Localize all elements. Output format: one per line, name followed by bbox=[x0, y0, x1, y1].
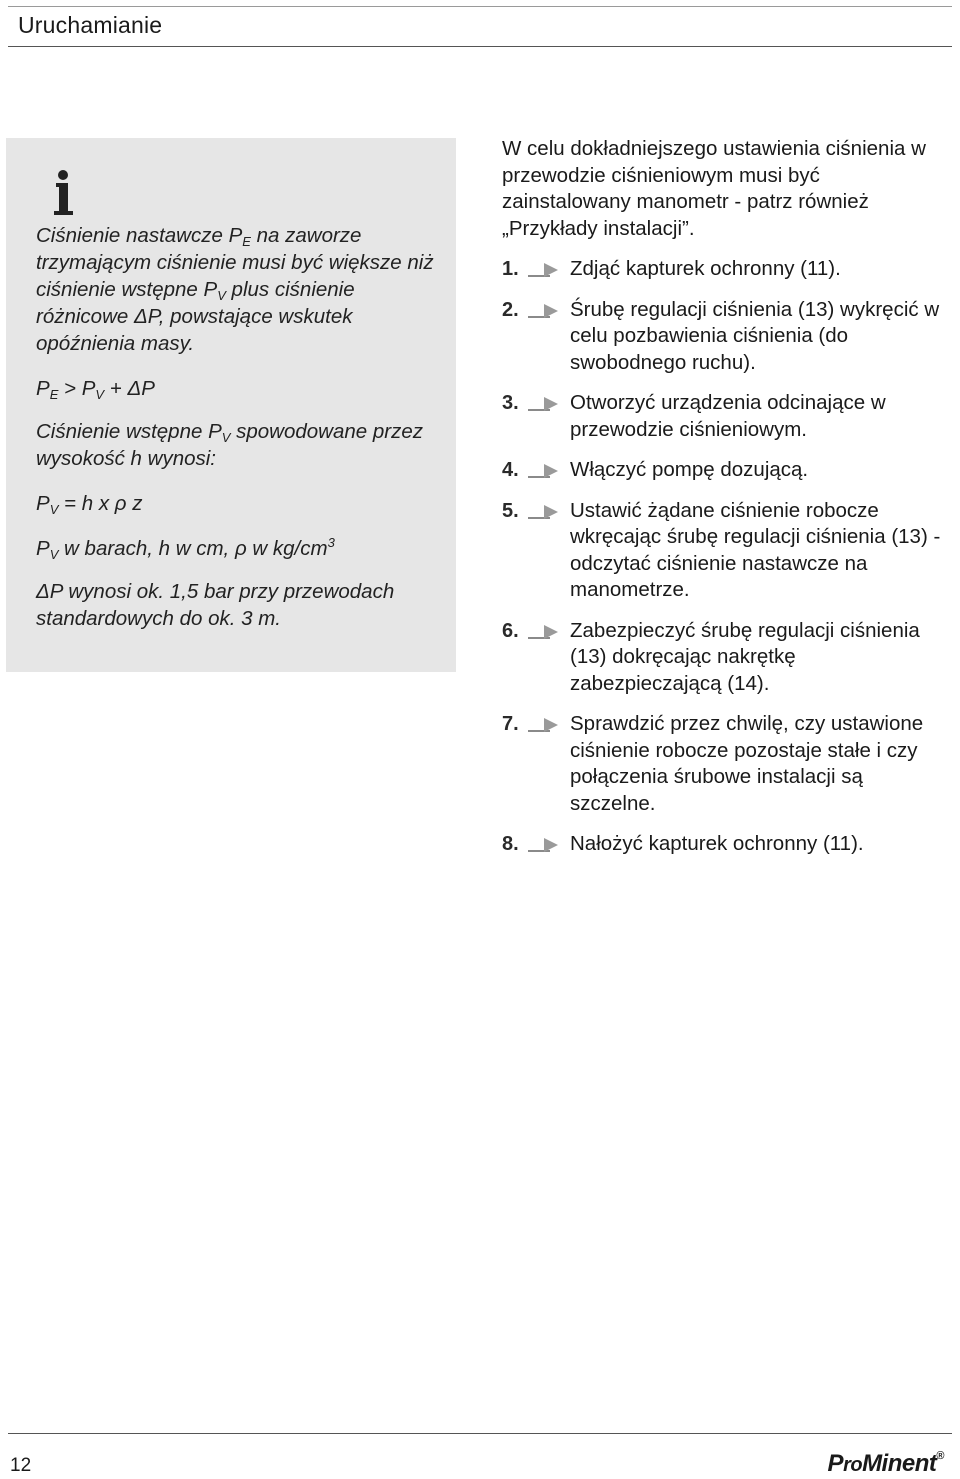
page-number: 12 bbox=[10, 1455, 32, 1476]
info-box bbox=[6, 138, 456, 672]
step-number: 4. bbox=[502, 459, 519, 481]
delta-note: ΔP wynosi ok. 1,5 bar przy przewodach standardowych do ok. 3 m. bbox=[36, 580, 395, 630]
step-text: Śrubę regulacji ciśnienia (13) wykręcić w celu pozbawienia ciśnienia (do swobodnego ruchu). bbox=[570, 297, 940, 374]
units-note: $P_V$ w barach, h w cm, ρ w $kg/cm^3$ bbox=[36, 535, 335, 562]
arrow-right-icon bbox=[528, 717, 558, 733]
step-text: Otworzyć urządzenia odcinające w przewodzie ciśnieniowym. bbox=[570, 391, 886, 441]
step-item bbox=[502, 256, 952, 283]
step-text: Sprawdzić przez chwilę, czy ustawione ciśnienie robocze pozostaje stałe i czy połączenia śrubowe instalacji są szczelne. bbox=[570, 712, 924, 815]
step-number: 2. bbox=[502, 298, 519, 321]
info-text bbox=[36, 222, 446, 632]
step-item bbox=[502, 390, 952, 443]
header-divider bbox=[8, 46, 952, 47]
step-item bbox=[502, 457, 952, 484]
steps-list bbox=[502, 256, 952, 858]
arrow-right-icon bbox=[528, 262, 558, 278]
arrow-right-icon bbox=[528, 303, 558, 319]
step-text: Włączyć pompę dozującą. bbox=[570, 458, 809, 481]
step-number: 5. bbox=[502, 499, 519, 522]
step-number: 7. bbox=[502, 713, 519, 735]
step-text: Ustawić żądane ciśnienie robocze wkręcając śrubę regulacji ciśnienia (13) - odczytać ciśnienie nastawcze na manometrze. bbox=[570, 498, 941, 601]
arrow-right-icon bbox=[528, 396, 558, 412]
step-item bbox=[502, 297, 952, 377]
step-number: 6. bbox=[502, 619, 519, 642]
top-rule bbox=[8, 6, 952, 7]
page-title: Uruchamianie bbox=[18, 12, 163, 38]
step-item bbox=[502, 711, 952, 817]
step-number: 8. bbox=[502, 833, 519, 855]
arrow-right-icon bbox=[528, 624, 558, 640]
brand-logo: ProMinent® bbox=[827, 1450, 944, 1477]
step-number: 3. bbox=[502, 392, 519, 414]
step-item bbox=[502, 618, 952, 698]
info-paragraph: Ciśnienie nastawcze $P_E$ na zaworze trzymającym ciśnienie musi być większe niż ciśnienie wstępne $P_V$ plus ciśnienie różnicowe ΔP, powstające wskutek opóźnienia masy. bbox=[36, 224, 434, 355]
step-text: Zabezpieczyć śrubę regulacji ciśnienia (13) dokręcając nakrętkę zabezpieczającą (14). bbox=[570, 618, 920, 695]
step-text: Nałożyć kapturek ochronny (11). bbox=[570, 832, 864, 855]
step-number: 1. bbox=[502, 258, 519, 280]
step-item bbox=[502, 498, 952, 604]
footer-divider bbox=[8, 1433, 952, 1434]
instructions bbox=[502, 136, 952, 872]
arrow-right-icon bbox=[528, 463, 558, 479]
formula-pv: $P_V = h$ x ρ z bbox=[36, 492, 143, 517]
step-item bbox=[502, 831, 952, 858]
info-paragraph-2: Ciśnienie wstępne $P_V$ spowodowane przez wysokość h wynosi: bbox=[36, 420, 424, 470]
arrow-right-icon bbox=[528, 504, 558, 520]
info-icon bbox=[50, 170, 76, 216]
arrow-right-icon bbox=[528, 837, 558, 853]
formula-pe: $P_E > P_V + \Delta P$ bbox=[36, 377, 155, 402]
step-text: Zdjąć kapturek ochronny (11). bbox=[570, 257, 841, 280]
instructions-intro: W celu dokładniejszego ustawienia ciśnienia w przewodzie ciśnieniowym musi być zainstalowany manometr - patrz również „Przykłady instalacji”. bbox=[502, 137, 926, 240]
